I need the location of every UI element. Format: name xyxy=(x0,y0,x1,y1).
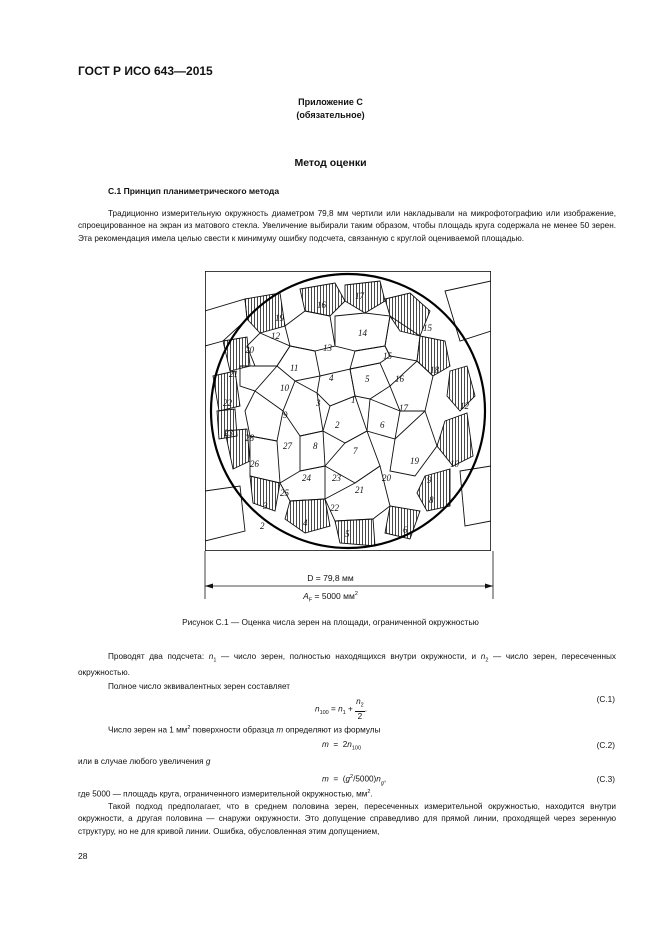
eq1-lhs-sub: 100 xyxy=(319,710,329,717)
any-magnification-line xyxy=(78,757,210,766)
dimension-diameter: D = 79,8 мм xyxy=(307,573,354,583)
var-n2: n xyxy=(480,652,486,661)
var-m: m xyxy=(276,725,284,735)
grain-label: 10 xyxy=(280,383,289,393)
grain-label: 8 xyxy=(313,441,318,451)
grain-label: 15 xyxy=(383,351,392,361)
eq2-number: (С.2) xyxy=(596,740,615,750)
grain-label: 1 xyxy=(351,395,356,405)
grain-label: 9 xyxy=(427,475,432,485)
grain-label: 19 xyxy=(410,456,419,466)
eq3-tail: , xyxy=(383,774,387,784)
grain-label: 12 xyxy=(271,331,280,341)
grain-label: 22 xyxy=(223,398,232,408)
appendix-status: (обязательное) xyxy=(296,110,365,120)
eq2-n: n xyxy=(347,740,352,749)
grain-label: 16 xyxy=(317,300,326,310)
eq1-denominator: 2 xyxy=(357,711,363,721)
grain-label: 15 xyxy=(423,323,432,333)
assumption-paragraph xyxy=(78,801,616,838)
equation-c1 xyxy=(315,697,367,722)
eq2-lhs: m xyxy=(322,740,329,749)
grain-label: 20 xyxy=(245,345,254,355)
grain-label: 2 xyxy=(260,521,265,531)
eq1-numerator xyxy=(355,697,365,712)
assumption-text: Такой подход предполагает, что в среднем половина зерен, пересеченных измерительной окружностью, находится внутри окружности, а другая половина — снаружи окружности. Это допущение справедливо для прямой линии, проходящей через зеренную структуру, но не для кривой линии. Ошибка, обусловленная этим допущением, xyxy=(78,802,616,836)
eq1-t1-sub: 1 xyxy=(342,710,346,717)
eq1-num: n xyxy=(356,697,361,706)
grain-label: 6 xyxy=(380,420,385,430)
intro-paragraph xyxy=(78,208,616,245)
total-paragraph xyxy=(78,681,616,693)
eq2-coef: 2 xyxy=(342,740,348,749)
subsection-title: С.1 Принцип планиметрического метода xyxy=(108,186,280,196)
area-subscript: F xyxy=(308,597,313,604)
eq1-number: (С.1) xyxy=(596,694,615,704)
grain-label: 17 xyxy=(355,291,364,301)
eq3-sub: g xyxy=(380,780,384,787)
total-text: Полное число эквивалентных зерен составляет xyxy=(108,682,291,691)
grain-label: 7 xyxy=(353,446,358,456)
eq2-sub: 100 xyxy=(351,745,362,752)
intro-text: Традиционно измерительную окружность диаметром 79,8 мм чертили или накладывали на микрофотографию или изображение, спроецированное на экран из матового стекла. Увеличение выбирали таким образом, чтобы площадь круга содержала не менее 50 зерен. Эта рекомендация имела целью свести к минимуму ошибку подсчета, связанную с круглой оцениваемой площадью. xyxy=(78,209,616,243)
per-mm-sup: 2 xyxy=(187,725,191,731)
grain-label: 23 xyxy=(332,473,341,483)
eq3-eq: = ( xyxy=(328,774,346,784)
where-sup: 2 xyxy=(367,789,371,795)
eq1-eq: = xyxy=(328,704,339,714)
equation-c3 xyxy=(322,774,386,786)
grain-label: 27 xyxy=(283,441,292,451)
per-mm-paragraph xyxy=(78,722,616,737)
appendix-title: Приложение С xyxy=(298,97,363,107)
var-n1-sub: 1 xyxy=(213,657,217,664)
grain-label: 8 xyxy=(429,495,434,505)
eq1-plus: + xyxy=(345,704,356,714)
eq1-t1: n xyxy=(338,704,343,714)
section-title: Метод оценки xyxy=(294,157,367,169)
grain-label: 23 xyxy=(224,428,233,438)
eq1-lhs: n xyxy=(315,704,320,714)
grain-label: 11 xyxy=(290,363,299,373)
grain-label: 21 xyxy=(229,369,238,379)
eq1-fraction xyxy=(355,697,365,722)
grain-label: 20 xyxy=(382,473,391,483)
grain-label: 6 xyxy=(403,525,408,535)
per-mm-text-b: поверхности образца xyxy=(190,725,277,735)
per-mm-text-c: определяют из формулы xyxy=(283,725,381,735)
grain-label: 18 xyxy=(430,365,439,375)
grain-label: 25 xyxy=(280,488,289,498)
grain-label: 14 xyxy=(358,328,367,338)
grain-label: 4 xyxy=(303,518,308,528)
count-text-b: — число зерен, полностью находящихся внутри окружности, и xyxy=(216,652,481,661)
eq3-sup: 2 xyxy=(350,774,354,780)
grain-label: 13 xyxy=(323,343,332,353)
dimension-area xyxy=(0,591,661,604)
grain-label: 28 xyxy=(245,433,254,443)
eq1-dot: . xyxy=(364,704,367,714)
figure-caption: Рисунок С.1 — Оценка числа зерен на площади, ограниченной окружностью xyxy=(182,617,479,627)
count-paragraph xyxy=(78,651,616,679)
grain-label: 5 xyxy=(365,374,370,384)
count-text-c: — число зерен, пересеченных окружностью. xyxy=(78,652,616,677)
count-text-a: Проводят два подсчета: xyxy=(108,652,209,661)
where-line xyxy=(78,789,373,799)
equation-c2 xyxy=(322,740,361,752)
grain-label: 21 xyxy=(355,485,364,495)
where-text: где 5000 — площадь круга, ограниченного измерительной окружностью, мм xyxy=(78,789,368,799)
grain-label: 9 xyxy=(283,410,288,420)
eq1-num-sub: 2 xyxy=(360,702,364,709)
eq3-n: n xyxy=(376,774,381,784)
page-number: 28 xyxy=(78,851,88,861)
eq2-eq: = xyxy=(328,740,343,749)
where-dot: . xyxy=(370,789,373,799)
area-symbol: A xyxy=(303,591,309,601)
grain-label: 4 xyxy=(329,373,334,383)
grain-label: 5 xyxy=(345,529,350,539)
grain-figure xyxy=(205,271,491,551)
any-mag-text: или в случае любого увеличения xyxy=(78,757,206,766)
grain-label: 3 xyxy=(316,398,321,408)
eq3-g: g xyxy=(345,774,350,784)
grain-label: 16 xyxy=(395,374,404,384)
var-n1: n xyxy=(208,652,214,661)
grain-label: 22 xyxy=(330,503,339,513)
document-code: ГОСТ Р ИСО 643—2015 xyxy=(78,64,213,78)
grain-label: 26 xyxy=(250,459,259,469)
eq3-lhs: m xyxy=(322,774,329,784)
eq3-number: (С.3) xyxy=(596,774,615,784)
grain-label: 12 xyxy=(460,401,469,411)
grain-label: 19 xyxy=(275,313,284,323)
eq3-mid: /5000) xyxy=(353,774,377,784)
grain-label: 10 xyxy=(450,459,459,469)
area-superscript: 2 xyxy=(354,591,358,598)
grain-label: 3 xyxy=(263,501,268,511)
var-n2-sub: 2 xyxy=(485,657,489,664)
grain-label: 2 xyxy=(335,420,340,430)
per-mm-text-a: Число зерен на 1 мм xyxy=(108,725,188,735)
grain-label: 17 xyxy=(399,403,408,413)
area-value: = 5000 мм xyxy=(312,591,355,601)
grain-label: 24 xyxy=(302,473,311,483)
var-g: g xyxy=(205,757,211,766)
